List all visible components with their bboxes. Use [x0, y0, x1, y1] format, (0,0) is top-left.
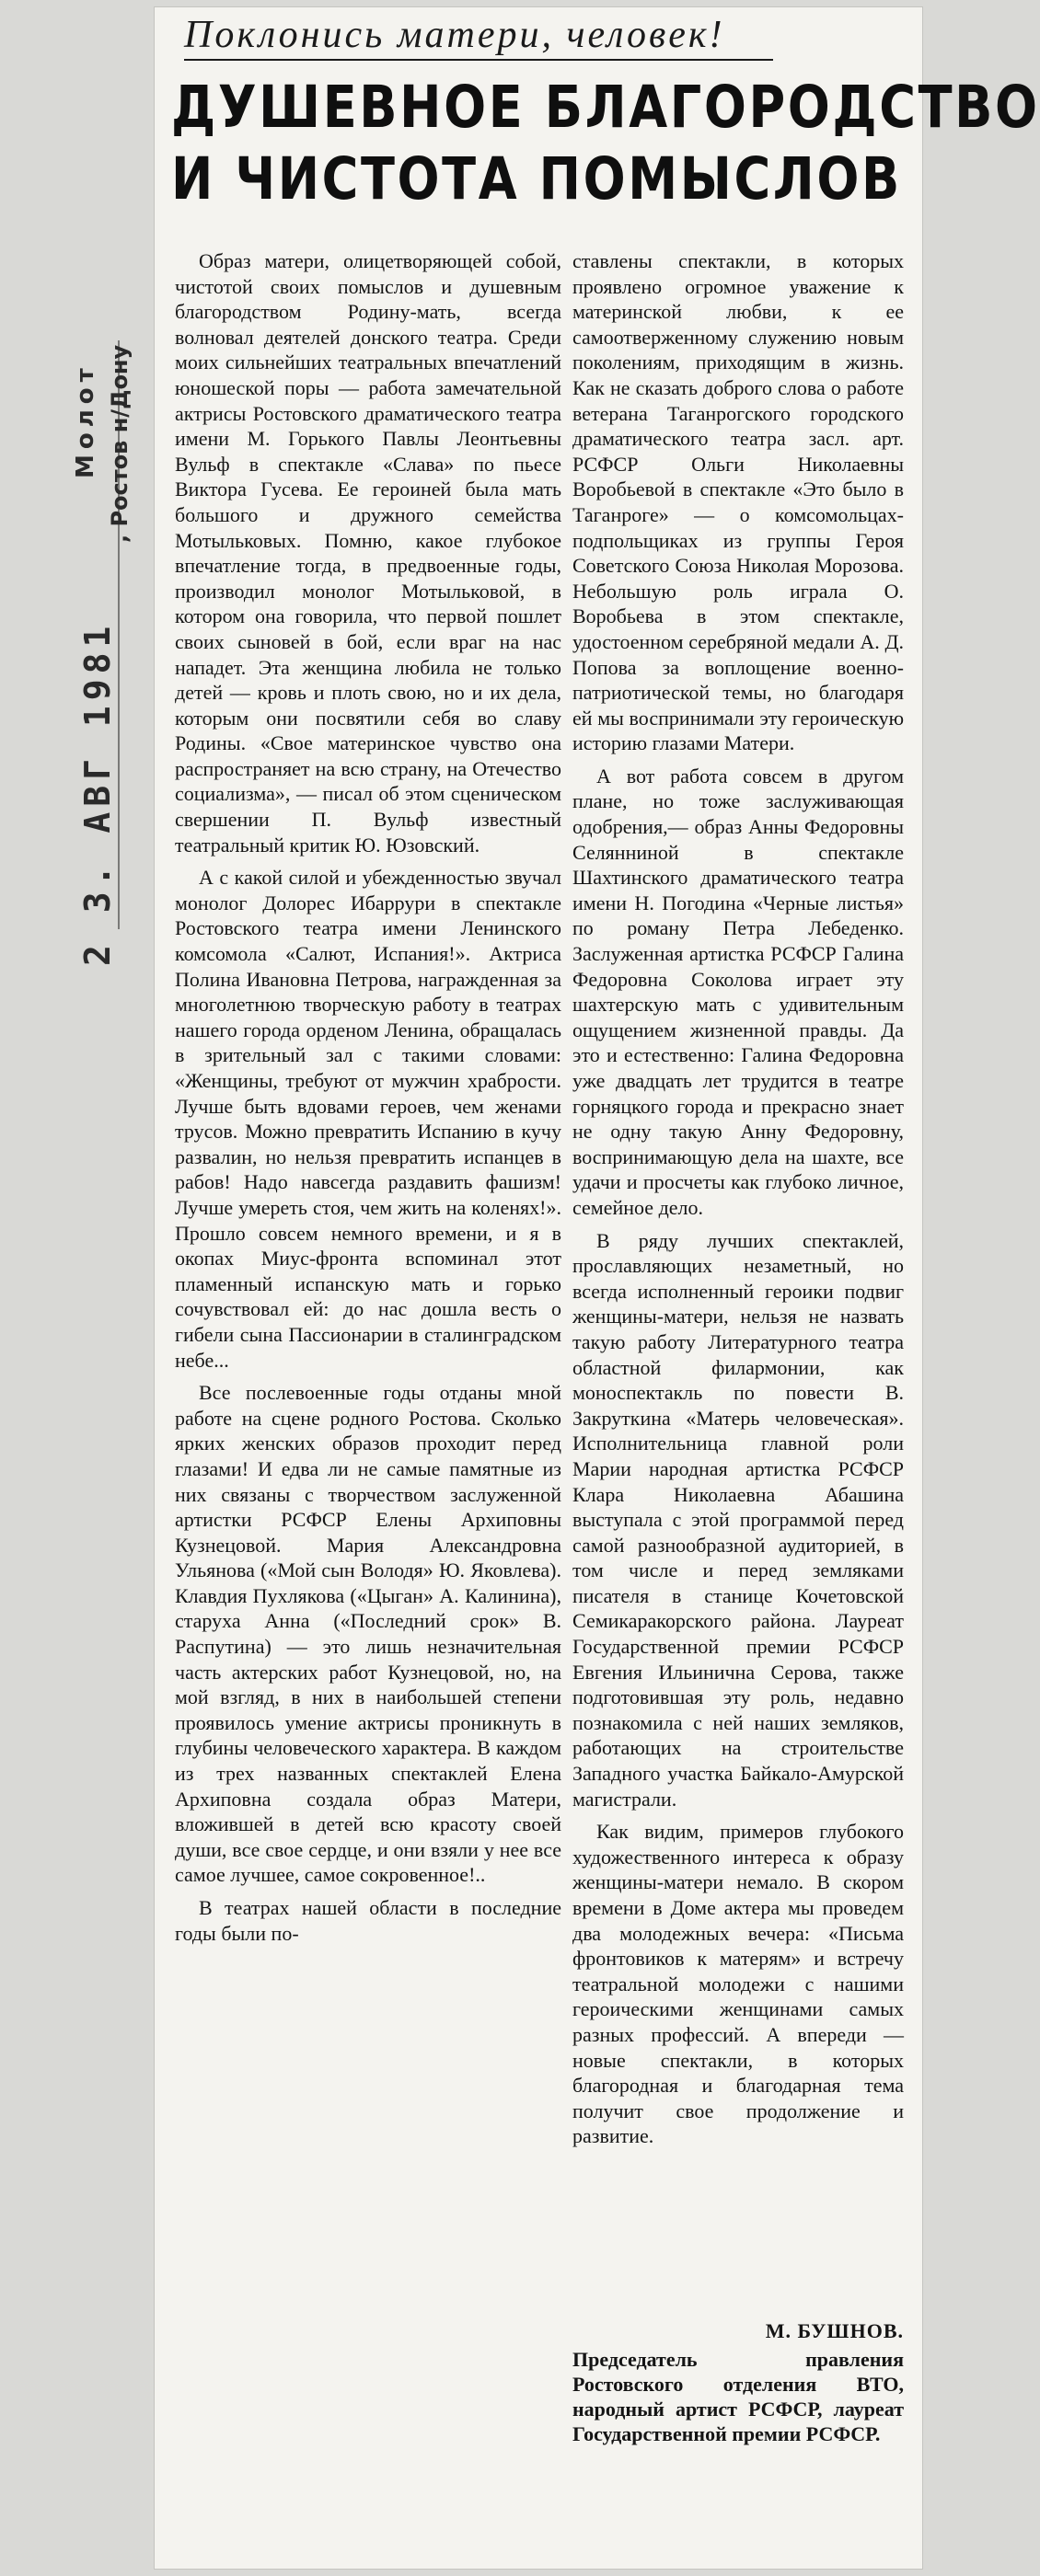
- stamp-newspaper-name: Молот: [72, 362, 99, 478]
- headline-line-1: ДУШЕВНОЕ БЛАГОРОДСТВО: [171, 74, 1040, 141]
- paragraph: Все послевоенные годы отданы мной работе на сцене родного Ростова. Сколько ярких женских образов проходит перед глазами! И едва ли не самые памятные из них связаны с творчеством заслуженной артистки РСФСР Елены Архиповны Кузнецовой. Мария Александровна Ульянова («Мой сын Володя» Ю. Яковлева). Клавдия Пухлякова («Цыган» А. Калинина), старуха Анна («Последний срок» В. Распутина) — это лишь незначительная часть актерских работ Кузнецовой, но, на мой взгляд, в них в наибольшей степени проявилось умение актрисы проникнуть в глубины человеческого характера. В каждом из трех названных спектаклей Елена Архиповна создала образ Матери, вложившей в детей всю красоту своей души, все свое сердце, и они взяли у нее все самое лучшее, самое сокровенное!..: [175, 1381, 561, 1887]
- paragraph: Образ матери, олицетворяющей собой, чистотой своих помыслов и душевным благородством Родину-мать, всегда волновал деятелей донского театра. Среди моих сильнейших театральных впечатлений юношеской поры — работа замечательной актрисы Ростовского драматического театра имени М. Горького Павлы Леонтьевны Вульф в спектакле «Слава» по пьесе Виктора Гусева. Ее героиней была мать большого и дружного семейства Мотыльковых. Помню, какое глубокое впечатление тогда, в предвоенные годы, производил монолог Мотыльковой, в котором она говорила, что первой пошлет своих сыновей в бой, если враг на нас нападет. Эта женщина любила не только детей — кровь и плоть свою, но и их дела, которым они посвятили себя во славу Родины. «Свое материнское чувство она распространяет на всю страну, на Отечество социализма», — писал об этом сценическом свершении П. Вульф известный театральный критик Ю. Юзовский.: [175, 249, 561, 857]
- stamp-city: , Ростов н/Дону: [107, 344, 133, 543]
- rubric-title: Поклонись матери, человек!: [184, 11, 773, 61]
- stamp-date: 2 3. АВГ 1981: [77, 620, 118, 966]
- author-title: Председатель правления Ростовского отделения ВТО, народный артист РСФСР, лауреат Государственной премии РСФСР.: [572, 2348, 904, 2445]
- paragraph: В театрах нашей области в последние годы были по-: [175, 1896, 561, 1945]
- paragraph: А вот работа совсем в другом плане, но тоже заслуживающая одобрения,— образ Анны Федоровны Селянниной в спектакле Шахтинского драматического театра имени Н. Погодина «Черные листья» по роману Петра Лебеденко. Заслуженная артистка РСФСР Галина Федоровна Соколова играет эту шахтерскую мать с удивительным ощущением жизненной правды. Да это и естественно: Галина Федоровна уже двадцать лет трудится в театре горняцкого города и прекрасно знает не одну такую Анну Федоровну, воспринимающую дела на шахте, все удачи и просчеты как глубоко личное, семейное дело.: [572, 764, 904, 1219]
- author-name: М. БУШНОВ.: [765, 2319, 904, 2342]
- paragraph: Как видим, примеров глубокого художественного интереса к образу женщины-матери немало. В скором времени в Доме актера мы проведем два молодежных вечера: «Письма фронтовиков к матерям» и встречу театральной молодежи с нашими героическими женщинами самых разных профессий. А впереди — новые спектакли, в которых благородная и благодарная тема получит свое продолжение и развитие.: [572, 1820, 904, 2148]
- paragraph: ставлены спектакли, в которых проявлено огромное уважение к материнской любви, к ее самоотверженному служению новым поколениям, приходящим в жизнь. Как не сказать доброго слова о работе ветерана Таганрогского городского драматического театра засл. арт. РСФСР Ольги Николаевны Воробьевой в спектакле «Это было в Таганроге» — о комсомольцах-подпольщиках из группы Героя Советского Союза Николая Морозова. Небольшую роль играла О. Воробьева в этом спектакле, удостоенном серебряной медали А. Д. Попова за воплощение военно-патриотической темы, но благодаря ей мы воспринимали эту героическую историю глазами Матери.: [572, 249, 904, 755]
- paragraph: В ряду лучших спектаклей, прославляющих незаметный, но всегда исполненный героики подвиг женщины-матери, нельзя не назвать такую работу Литературного театра областной филармонии, как моноспектакль по повести В. Закруткина «Матерь человеческая». Исполнительница главной роли Марии народная артистка РСФСР Клара Николаевна Абашина выступала с этой программой перед самой разнообразной аудиторией, в том числе и перед земляками писателя в станице Кочетовской Семикаракорского района. Лауреат Государственной премии РСФСР Евгения Ильинична Серова, также подготовившая эту роль, недавно познакомила с ней наших земляков, работающих на строительстве Западного участка Байкало-Амурской магистрали.: [572, 1228, 904, 1811]
- article-headline: [171, 72, 1040, 215]
- paragraph: А с какой силой и убежденностью звучал монолог Долорес Ибаррури в спектакле Ростовского театра имени Ленинского комсомола «Салют, Испания!». Актриса Полина Ивановна Петрова, награжденная за многолетнюю творческую работу в театрах нашего города орденом Ленина, обращалась в зрительный зал с такими словами: «Женщины, требуют от мужчин храбрости. Лучше быть вдовами героев, чем женами трусов. Можно превратить Испанию в кучу развалин, но нельзя превратить испанцев в рабов! Надо навсегда раздавить фашизм! Лучше умереть стоя, чем жить на коленях!». Прошло совсем немного времени, и я в окопах Миус-фронта вспоминал этот пламенный испанскую мать и горько сочувствовал ей: до нас дошла весть о гибели сына Пассионарии в сталинградском небе...: [175, 866, 561, 1372]
- right-column: [572, 248, 904, 2149]
- headline-line-2: И ЧИСТОТА ПОМЫСЛОВ: [171, 145, 902, 213]
- left-column: [175, 248, 561, 1946]
- author-signature: [572, 2318, 904, 2446]
- archive-stamp: [18, 267, 147, 966]
